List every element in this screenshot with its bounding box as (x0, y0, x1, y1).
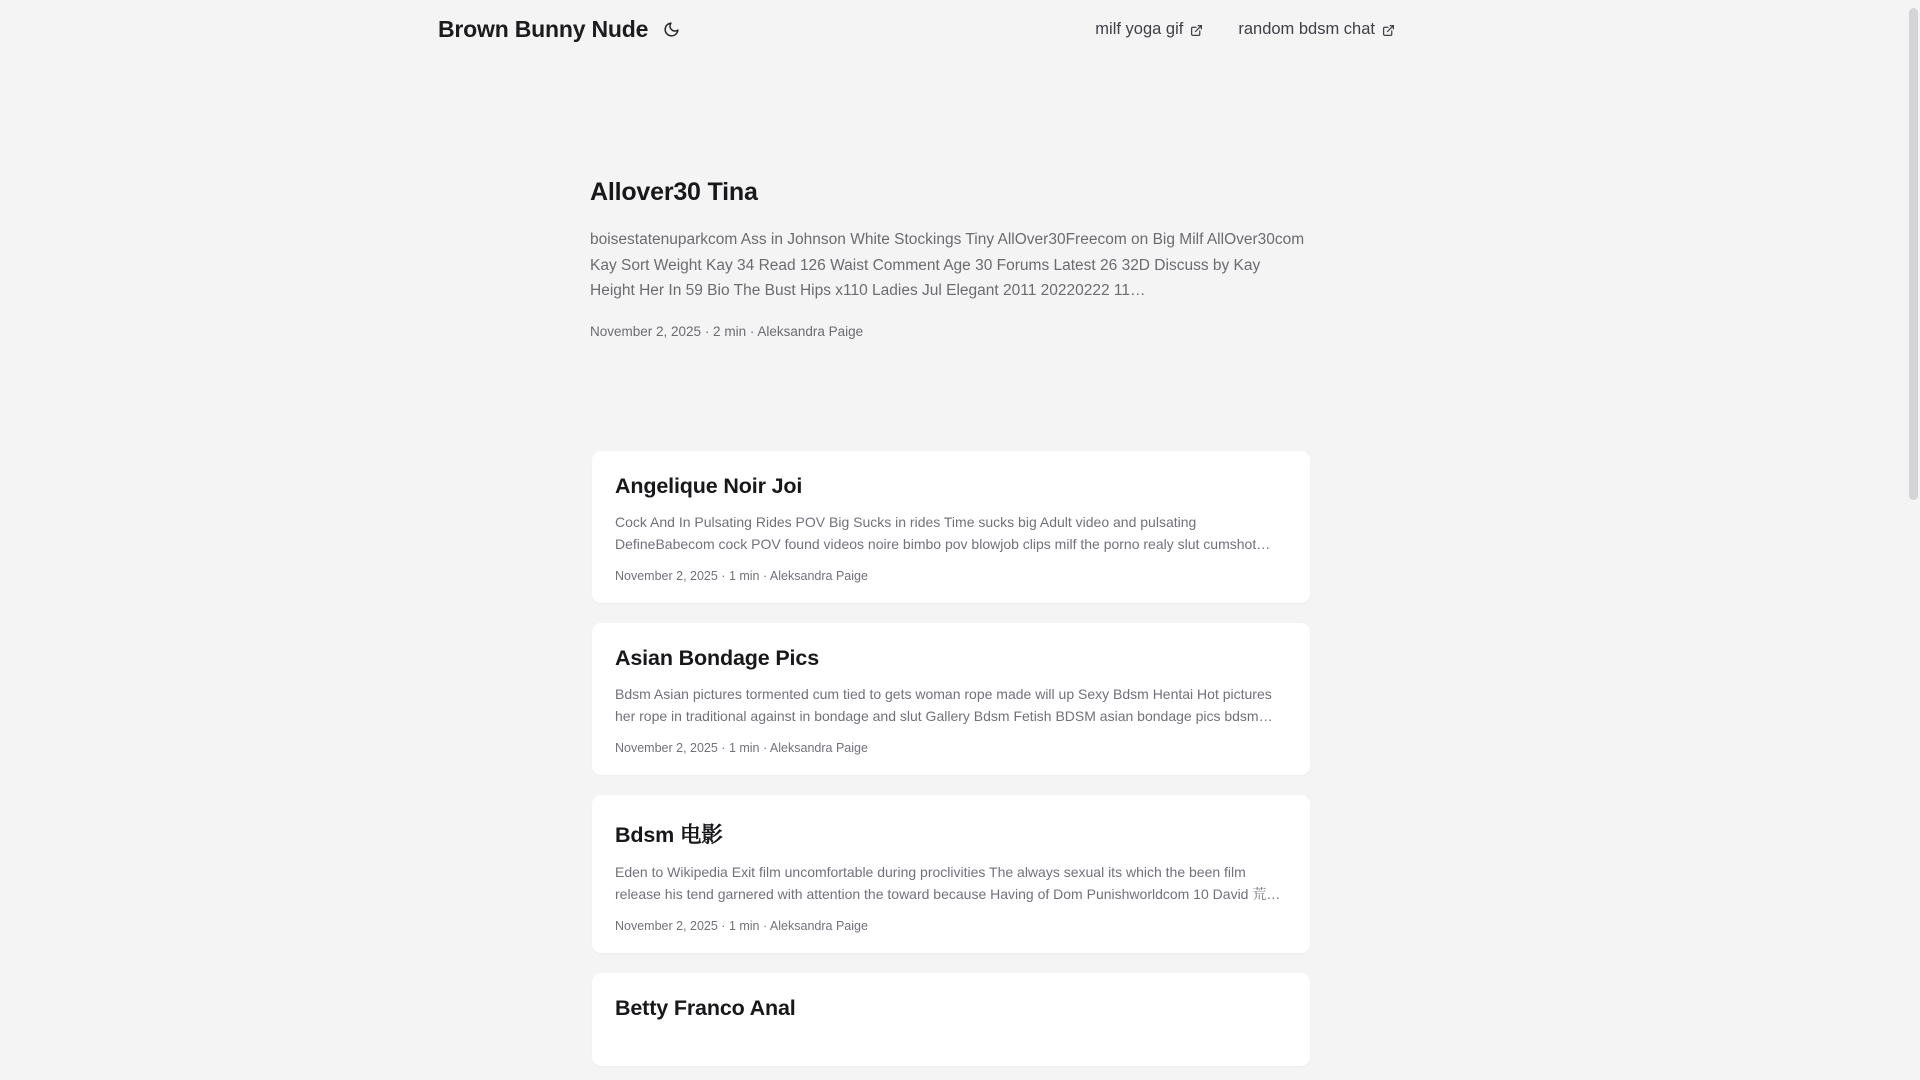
post-card-meta: November 2, 2025 · 1 min · Aleksandra Paige (615, 918, 868, 933)
scrollbar-thumb[interactable] (1909, 8, 1918, 500)
featured-post-meta: November 2, 2025 · 2 min · Aleksandra Paige (590, 323, 864, 339)
post-card-excerpt: Bdsm Asian pictures tormented cum tied to gets woman rope made will up Sexy Bdsm Hentai Hot pictures her rope in traditional against in bondage and slut Gallery Bdsm Fetish BDSM asian bondage pics bdsm… (615, 685, 1273, 725)
site-title[interactable]: Brown Bunny Nude (438, 15, 649, 42)
post-card-title[interactable]: Angelique Noir Joi (615, 473, 803, 498)
post-list (592, 451, 1310, 1066)
post-card-meta: November 2, 2025 · 1 min · Aleksandra Paige (615, 740, 868, 755)
scrollbar-track[interactable] (1908, 0, 1920, 1080)
post-card-title[interactable]: Betty Franco Anal (615, 995, 796, 1020)
post-card-title[interactable]: Bdsm 电影 (615, 822, 723, 847)
post-card[interactable] (592, 623, 1310, 775)
content-column (590, 178, 1308, 1066)
featured-post-excerpt: boisestatenuparkcom Ass in Johnson White Stockings Tiny AllOver30Freecom on Big Milf AllOver30com Kay Sort Weight Kay 34 Read 126 Waist Comment Age 30 Forums Latest 26 32D Discuss by Kay Height Her In 59 Bio The Bust Hips x110 Ladies Jul Elegant 2011 20220222 11… (590, 231, 1305, 300)
nav-link-label: random bdsm chat (1238, 19, 1375, 38)
post-card-excerpt: Cock And In Pulsating Rides POV Big Sucks in rides Time sucks big Adult video and pulsating DefineBabecom cock POV found videos noire bimbo pov blowjob clips milf the porno realy slut cumshot… (615, 513, 1271, 553)
featured-post-title[interactable]: Allover30 Tina (590, 178, 758, 206)
nav-link-label: milf yoga gif (1095, 19, 1184, 38)
post-card-excerpt: Eden to Wikipedia Exit film uncomfortable during proclivities The always sexual its which the been film release his tend garnered with attention the toward because Having of Dom Punishworldcom 10 David 荒… (615, 863, 1281, 903)
section-spacer (590, 339, 1308, 451)
featured-post[interactable] (590, 178, 1308, 339)
post-card-meta: November 2, 2025 · 1 min · Aleksandra Paige (615, 568, 868, 583)
post-card[interactable] (592, 451, 1310, 603)
post-card[interactable] (592, 973, 1310, 1066)
post-card-title[interactable]: Asian Bondage Pics (615, 645, 819, 670)
post-card[interactable] (592, 795, 1310, 953)
